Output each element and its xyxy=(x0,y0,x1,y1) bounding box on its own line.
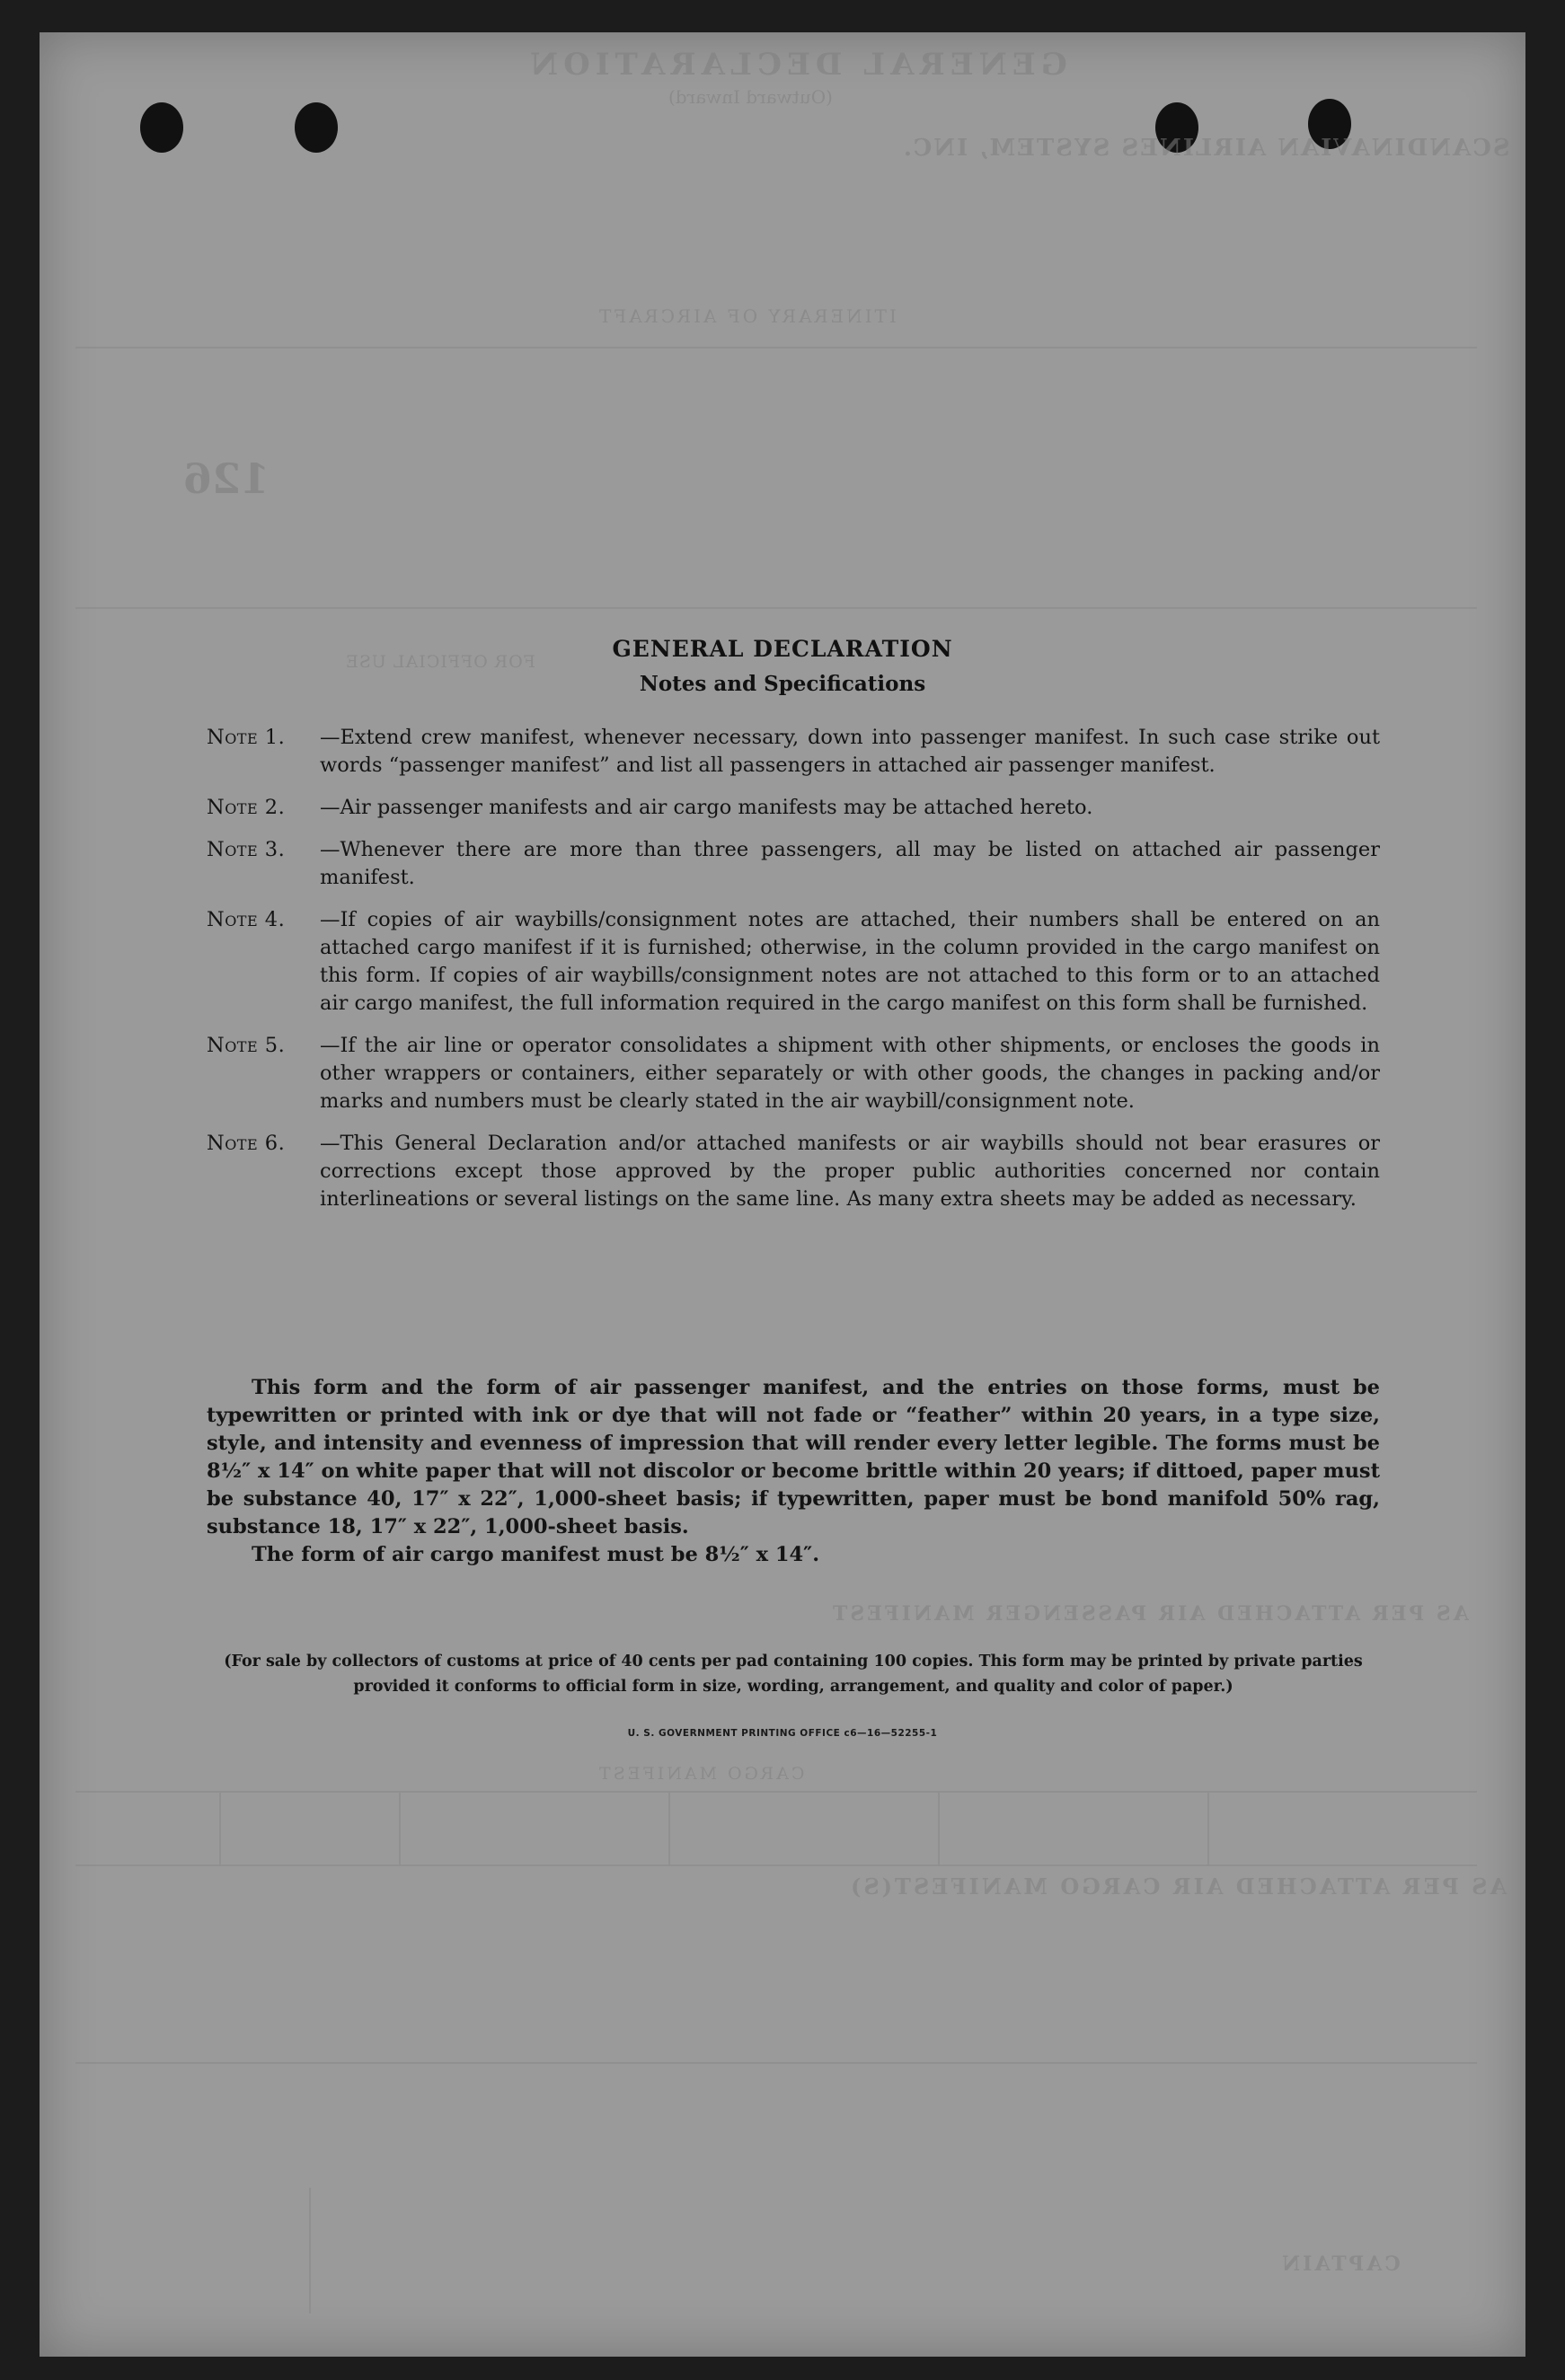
printing-office-line: U. S. GOVERNMENT PRINTING OFFICE c6—16—52255-1 xyxy=(627,1728,938,1739)
note-label: Note 5. xyxy=(207,1034,286,1057)
bleed-through-rule xyxy=(75,1864,1477,1866)
bleed-through-passenger-stamp: AS PER ATTACHED AIR PASSENGER MANIFEST xyxy=(830,1602,1469,1626)
specification-paragraph: This form and the form of air passenger manifest, and the entries on those forms, must be typewritten or printed with ink or dye that will not fade or “feather” within 20 years, in a type size, style, and intensity and evenness of impression that will render every letter legible. The forms must be 8½″ x 14″ on white paper that will not discolor or become brittle within 20 years; if dittoed, paper must be substance 40, 17″ x 22″, 1,000-sheet basis; if typewritten, paper must be bond manifold 50% rag, substance 18, 17″ x 22″, 1,000-sheet basis. xyxy=(207,1376,1380,1538)
note-item xyxy=(207,794,1380,822)
bleed-through-captain: CAPTAIN xyxy=(1279,2252,1401,2276)
bleed-through-official-use: FOR OFFICIAL USE xyxy=(345,652,535,672)
note-label: Note 1. xyxy=(207,726,286,749)
page-subtitle: Notes and Specifications xyxy=(639,672,926,696)
note-text: —Extend crew manifest, whenever necessary, down into passenger manifest. In such case strike out words “passenger manifest” and list all passengers in attached air passenger manifest. xyxy=(320,726,1380,777)
note-label: Note 2. xyxy=(207,796,286,819)
note-item xyxy=(207,906,1380,1018)
bleed-through-rule xyxy=(1207,1793,1209,1864)
page-title: GENERAL DECLARATION xyxy=(612,636,953,662)
note-label: Note 4. xyxy=(207,908,286,931)
note-item xyxy=(207,1032,1380,1115)
notes-list xyxy=(207,724,1380,1228)
specification-block xyxy=(207,1374,1380,1569)
bleed-through-header: GENERAL DECLARATION xyxy=(525,47,1067,83)
bleed-through-itinerary: ITINERARY OF AIRCRAFT xyxy=(597,305,897,327)
bleed-through-rule xyxy=(75,347,1477,348)
document-page xyxy=(40,32,1525,2357)
bleed-through-rule xyxy=(668,1793,670,1864)
bleed-through-rule xyxy=(399,1793,401,1864)
bleed-through-rule xyxy=(75,1791,1477,1793)
bleed-through-page-number: 126 xyxy=(183,454,270,503)
bleed-through-rule xyxy=(75,2062,1477,2064)
cargo-size-line: The form of air cargo manifest must be 8½″ x 14″. xyxy=(252,1543,820,1566)
note-item xyxy=(207,836,1380,892)
note-text: —If the air line or operator consolidates a shipment with other shipments, or encloses the goods in other wrappers or containers, either separately or with other goods, the changes in packing and/or marks and numbers must be clearly stated in the air waybill/consignment note. xyxy=(320,1034,1380,1113)
bleed-through-operator: SCANDINAVIAN AIRLINES SYSTEM, INC. xyxy=(902,135,1510,162)
bleed-through-rule xyxy=(75,607,1477,609)
note-text: —Air passenger manifests and air cargo manifests may be attached hereto. xyxy=(320,796,1093,819)
note-text: —Whenever there are more than three passengers, all may be listed on attached air passenger manifest. xyxy=(320,838,1380,889)
note-label: Note 3. xyxy=(207,838,286,861)
punch-hole-1 xyxy=(140,102,183,153)
note-item xyxy=(207,724,1380,780)
note-text: —If copies of air waybills/consignment notes are attached, their numbers shall be entered on an attached cargo manifest if it is furnished; otherwise, in the column provided in the cargo manifest on this form. If copies of air waybills/consignment notes are not attached to this form or to an attached air cargo manifest, the full information required in the cargo manifest on this form shall be furnished. xyxy=(320,908,1380,1015)
note-item xyxy=(207,1130,1380,1213)
bleed-through-cargo-manifest: CARGO MANIFEST xyxy=(597,1764,805,1784)
bleed-through-rule xyxy=(938,1793,940,1864)
bleed-through-cargo-stamp: AS PER ATTACHED AIR CARGO MANIFEST(S) xyxy=(848,1873,1508,1900)
bleed-through-header-sub: (Outward Inward) xyxy=(668,86,833,108)
bleed-through-rule xyxy=(309,2188,311,2314)
note-label: Note 6. xyxy=(207,1132,286,1155)
punch-hole-2 xyxy=(295,102,338,153)
sale-notice: (For sale by collectors of customs at price of 40 cents per pad containing 100 copies. This form may be printed by private parties provided it conforms to official form in size, wording, arrangement, and quality and color of paper.) xyxy=(224,1653,1363,1696)
bleed-through-rule xyxy=(219,1793,221,1864)
note-text: —This General Declaration and/or attached manifests or air waybills should not bear erasures or corrections except those approved by the proper public authorities concerned nor contain interlineations or several listings on the same line. As many extra sheets may be added as necessary. xyxy=(320,1132,1380,1211)
